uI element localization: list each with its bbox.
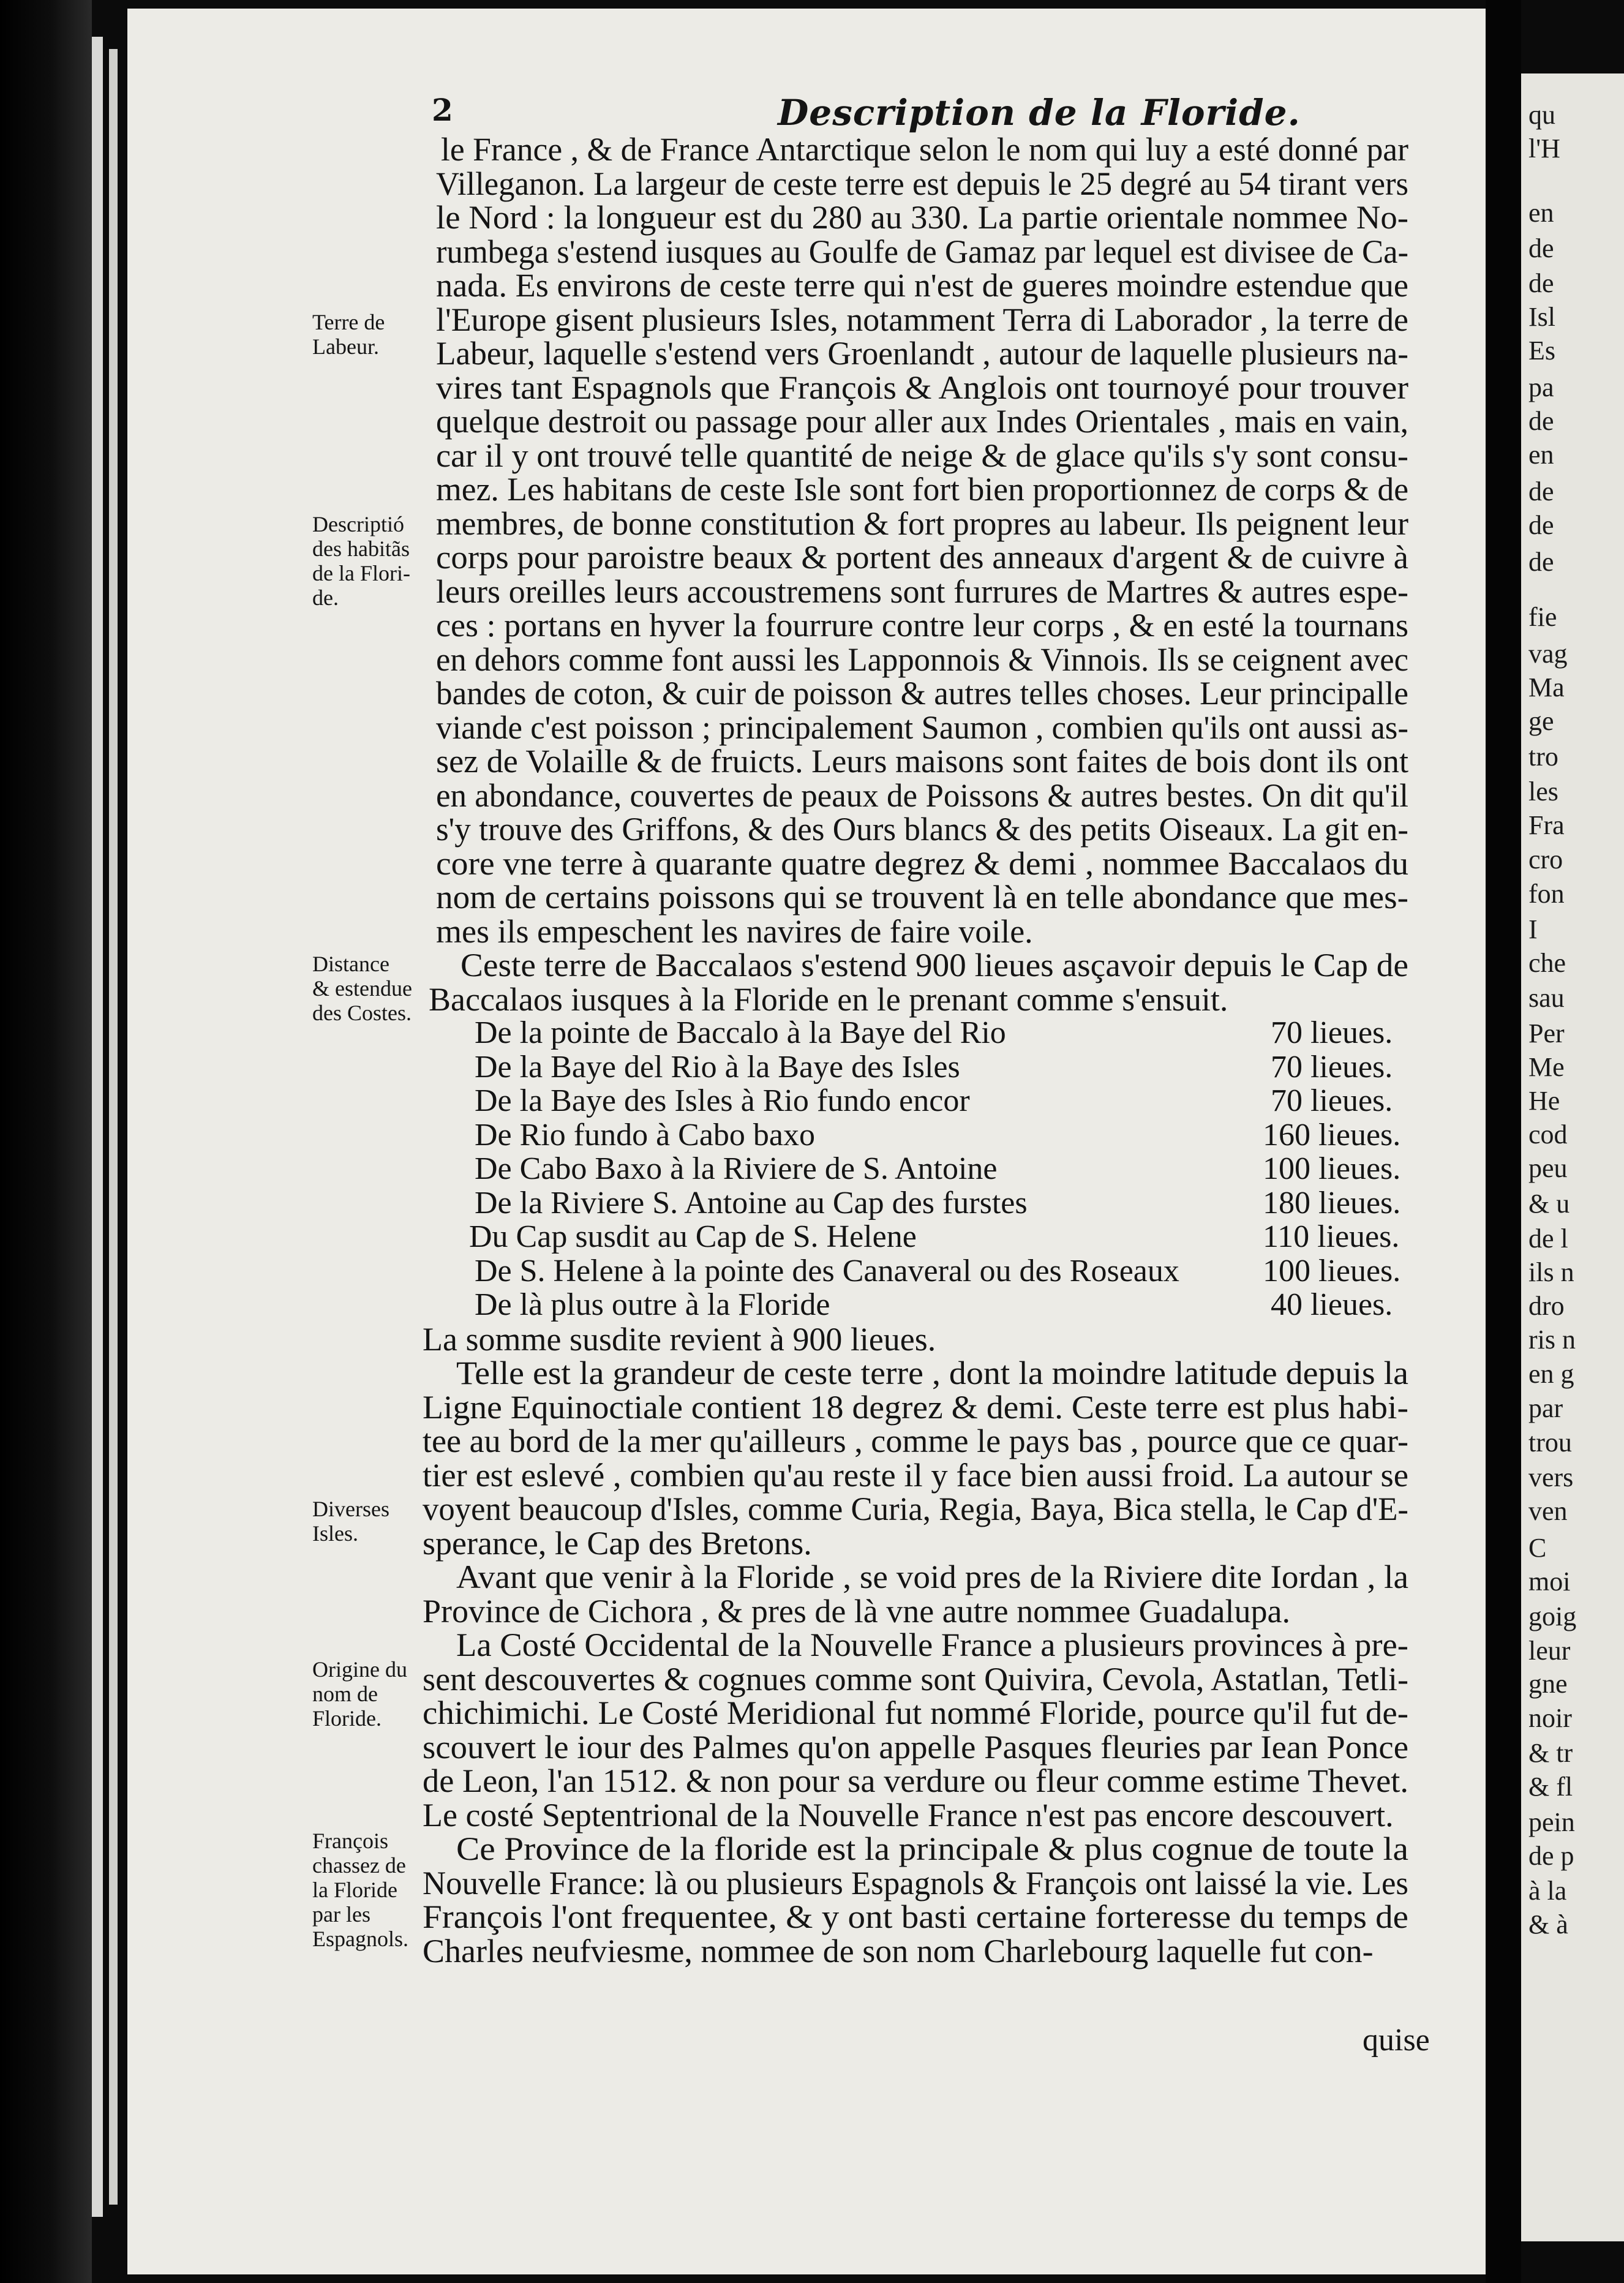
text-line: voyent beaucoup d'Isles, comme Curia, Regia, Baya, Bica stella, le Cap d'E- <box>423 1491 1408 1527</box>
facing-page-fragment: & fl <box>1528 1772 1573 1802</box>
text-line: le Nord : la longueur est du 280 au 330. La partie orientale nommee No- <box>436 199 1408 236</box>
text-line: corps pour paroistre beaux & portent des anneaux d'argent & de cuivre à <box>436 539 1408 576</box>
margin-note-line: chassez de <box>312 1853 406 1878</box>
text-line: Ligne Equinoctiale contient 18 degrez & demi. Ceste terre est plus habi- <box>423 1388 1408 1426</box>
facing-page-fragment: Es <box>1528 336 1555 366</box>
facing-page-fragment: He <box>1528 1086 1560 1116</box>
facing-page-fragment: sau <box>1528 983 1565 1013</box>
running-head: Description de la Floride. <box>778 92 1301 134</box>
distance-value: 40 lieues. <box>1271 1287 1393 1322</box>
facing-page-fragment: en <box>1528 198 1554 228</box>
facing-page-fragment: vag <box>1528 639 1568 669</box>
facing-page-fragment: I <box>1528 914 1538 944</box>
facing-page-fragment: de <box>1528 268 1554 298</box>
text-line: François l'ont frequentee, & y ont basti certaine forteresse du temps de <box>423 1898 1408 1935</box>
margin-note-line: Terre de <box>312 310 385 334</box>
facing-page-fragment: en g <box>1528 1359 1574 1389</box>
text-line: Province de Cichora , & pres de là vne autre nommee Guadalupa. <box>423 1592 1290 1630</box>
facing-page-fragment: goig <box>1528 1601 1577 1631</box>
distance-route: De Rio fundo à Cabo baxo <box>475 1117 816 1153</box>
margin-note-line: François <box>312 1829 388 1853</box>
text-line: Nouvelle France: là ou plusieurs Espagnols & François ont laissé la vie. Les <box>423 1864 1408 1901</box>
text-line: sez de Volaille & de fruicts. Leurs maisons sont faites de bois dont ils ont <box>436 743 1408 780</box>
text-line: Labeur, laquelle s'estend vers Groenlandt , autour de laquelle plusieurs na- <box>436 335 1408 372</box>
facing-page-fragment: de <box>1528 233 1554 263</box>
facing-page-fragment: & à <box>1528 1909 1568 1939</box>
text-line: quelque destroit ou passage pour aller aux Indes Orientales , mais en vain, <box>436 403 1408 440</box>
margin-note-line: Origine du <box>312 1657 407 1682</box>
facing-page-fragment: pa <box>1528 372 1554 402</box>
margin-note-line: Espagnols. <box>312 1927 408 1951</box>
facing-page-fragment: fon <box>1528 879 1565 909</box>
facing-page-fragment: C <box>1528 1533 1547 1563</box>
margin-note-line: de. <box>312 585 339 610</box>
margin-note-description-habitans <box>312 512 410 610</box>
margin-note-line: Isles. <box>312 1521 358 1546</box>
text-line: nada. Es environs de ceste terre qui n'est de gueres moindre estendue que <box>436 267 1408 304</box>
catchword: quise <box>1363 2023 1430 2058</box>
margin-note-line: par les <box>312 1902 370 1927</box>
distance-route: De la pointe de Baccalo à la Baye del Rio <box>475 1015 1006 1050</box>
facing-page-fragment: ven <box>1528 1496 1568 1526</box>
facing-page-fragment: pein <box>1528 1807 1575 1837</box>
margin-note-line: Floride. <box>312 1706 382 1731</box>
margin-note-terre-de-labeur <box>312 310 385 359</box>
text-line: en abondance, couvertes de peaux de Poissons & autres bestes. On dit qu'il <box>436 777 1408 814</box>
margin-note-line: & estendue <box>312 976 412 1001</box>
text-line: La somme susdite revient à 900 lieues. <box>423 1320 936 1358</box>
facing-page-fragment: qu <box>1528 100 1555 130</box>
text-line: tier est eslevé , combien qu'au reste il y face bien aussi froid. La autour se <box>423 1456 1408 1494</box>
text-line: Baccalaos iusques à la Floride en le prenant comme s'ensuit. <box>429 980 1228 1018</box>
distance-route: De Cabo Baxo à la Riviere de S. Antoine <box>475 1151 998 1186</box>
text-line: vires tant Espagnols que François & Anglois ont tournoyé pour trouver <box>436 369 1408 406</box>
text-line: La Costé Occidental de la Nouvelle France a plusieurs provinces à pre- <box>456 1627 1408 1663</box>
distance-route: De la Baye des Isles à Rio fundo encor <box>475 1083 970 1118</box>
margin-note-line: Labeur. <box>312 334 379 359</box>
facing-page-fragment: noir <box>1528 1703 1572 1733</box>
distance-value: 180 lieues. <box>1263 1185 1401 1220</box>
facing-page-fragment: gne <box>1528 1669 1568 1699</box>
distance-value: 70 lieues. <box>1271 1015 1393 1050</box>
text-line: core vne terre à quarante quatre degrez & demi , nommee Baccalaos du <box>436 844 1408 882</box>
text-line: Avant que venir à la Floride , se void pres de la Riviere dite Iordan , la <box>456 1559 1408 1595</box>
facing-page-fragment: de <box>1528 547 1554 577</box>
text-line: s'y trouve des Griffons, & des Ours blancs & des petits Oiseaux. La git en- <box>436 811 1408 848</box>
distance-value: 100 lieues. <box>1263 1151 1401 1186</box>
facing-page-fragment: moi <box>1528 1567 1571 1597</box>
margin-note-line: nom de <box>312 1682 378 1706</box>
facing-page-fragment: par <box>1528 1393 1563 1423</box>
text-line: rumbega s'estend iusques au Goulfe de Gamaz par lequel est divisee de Ca- <box>436 233 1408 270</box>
facing-page-fragment: cro <box>1528 844 1563 874</box>
distance-value: 70 lieues. <box>1271 1083 1393 1118</box>
facing-page-fragment: cod <box>1528 1119 1568 1149</box>
text-line: membres, de bonne constitution & fort propres au labeur. Ils peignent leur <box>436 505 1408 542</box>
page-edge <box>92 37 103 2217</box>
text-line: Telle est la grandeur de ceste terre , dont la moindre latitude depuis la <box>456 1355 1408 1391</box>
facing-page-fragment: trou <box>1528 1427 1572 1457</box>
margin-note-origine-nom <box>312 1657 407 1731</box>
facing-page <box>1521 73 1624 2241</box>
margin-note-line: Diverses <box>312 1497 389 1521</box>
margin-note-line: la Floride <box>312 1878 397 1902</box>
text-line: mes ils empeschent les navires de faire voile. <box>436 912 1033 950</box>
text-line: sperance, le Cap des Bretons. <box>423 1524 812 1562</box>
text-line: nom de certains poissons qui se trouvent là en telle abondance que mes- <box>436 879 1408 916</box>
text-line: Villeganon. La largeur de ceste terre est depuis le 25 degré au 54 tirant vers <box>436 165 1408 202</box>
facing-page-fragment: Per <box>1528 1018 1565 1048</box>
text-line: sent descouvertes & cognues comme sont Quivira, Cevola, Astatlan, Tetli- <box>423 1660 1408 1698</box>
facing-page-fragment: Isl <box>1528 302 1555 332</box>
text-line: Ceste terre de Baccalaos s'estend 900 lieues asçavoir depuis le Cap de <box>461 947 1408 984</box>
page-gutter <box>1486 0 1521 2283</box>
facing-page-fragment: de l <box>1528 1224 1568 1254</box>
facing-page-fragment: ge <box>1528 706 1554 736</box>
facing-page-fragment: dro <box>1528 1291 1565 1321</box>
text-line: l'Europe gisent plusieurs Isles, notamment Terra di Laborador , la terre de <box>436 301 1408 338</box>
facing-page-fragment: fie <box>1528 602 1557 632</box>
text-line: scouvert le iour des Palmes qu'on appelle Pasques fleuries par Iean Ponce <box>423 1728 1408 1766</box>
facing-page-fragment: à la <box>1528 1876 1567 1906</box>
facing-page-fragment: Fra <box>1528 810 1565 840</box>
facing-page-fragment: Me <box>1528 1052 1565 1082</box>
text-line: chichimichi. Le Costé Meridional fut nommé Floride, pource qu'il fut de- <box>423 1694 1408 1731</box>
margin-note-distance-costes <box>312 952 412 1025</box>
facing-page-fragment: Ma <box>1528 672 1565 702</box>
text-line: le France , & de France Antarctique selon le nom qui luy a esté donné par <box>441 131 1408 168</box>
facing-page-fragment: peu <box>1528 1153 1568 1183</box>
text-line: Ce Province de la floride est la principale & plus cognue de toute la <box>456 1830 1408 1867</box>
facing-page-fragment: leur <box>1528 1636 1571 1666</box>
facing-page-fragment: tro <box>1528 742 1558 772</box>
text-line: mez. Les habitans de ceste Isle sont fort bien proportionnez de corps & de <box>436 471 1408 508</box>
text-line: ces : portans en hyver la fourrure contre leur corps , & en esté la tournans <box>436 607 1408 644</box>
text-line: leurs oreilles leurs accoustremens sont furrures de Martres & autres espe- <box>436 573 1408 610</box>
margin-note-line: Descriptió <box>312 512 404 536</box>
margin-note-line: des habitãs <box>312 536 410 561</box>
distance-route: De S. Helene à la pointe des Canaveral ou des Roseaux <box>475 1253 1179 1288</box>
distance-value: 70 lieues. <box>1271 1049 1393 1085</box>
page-number: 2 <box>432 92 453 128</box>
facing-page-fragment: che <box>1528 948 1566 978</box>
facing-page-fragment: de <box>1528 406 1554 436</box>
facing-page-fragment: de <box>1528 476 1554 506</box>
distance-route: De la Riviere S. Antoine au Cap des furstes <box>475 1185 1028 1220</box>
text-line: viande c'est poisson ; principalement Saumon , combien qu'ils ont aussi as- <box>436 709 1408 746</box>
facing-page-fragment: vers <box>1528 1462 1574 1492</box>
text-line: de Leon, l'an 1512. & non pour sa verdure ou fleur comme estime Thevet. <box>423 1762 1408 1799</box>
text-line: bandes de coton, & cuir de poisson & autres telles choses. Leur principalle <box>436 675 1408 712</box>
facing-page-fragment: de <box>1528 510 1554 540</box>
facing-page-fragment: de p <box>1528 1841 1574 1871</box>
distance-value: 100 lieues. <box>1263 1253 1401 1288</box>
text-line: car il y ont trouvé telle quantité de neige & de glace qu'ils s'y sont consu- <box>436 437 1408 474</box>
facing-page-fragment: & u <box>1528 1189 1570 1219</box>
facing-page-fragment: ils n <box>1528 1257 1574 1287</box>
facing-page-fragment: en <box>1528 440 1554 470</box>
text-line: Le costé Septentrional de la Nouvelle France n'est pas encore descouvert. <box>423 1796 1394 1834</box>
margin-note-diverses-isles <box>312 1497 389 1546</box>
margin-note-line: des Costes. <box>312 1001 412 1025</box>
facing-page-fragment: les <box>1528 777 1558 807</box>
distance-route: De là plus outre à la Floride <box>475 1287 830 1322</box>
distance-value: 110 lieues. <box>1263 1219 1400 1254</box>
margin-note-line: Distance <box>312 952 389 976</box>
margin-note-francois-chassez <box>312 1829 408 1951</box>
margin-note-line: de la Flori- <box>312 561 410 585</box>
distance-value: 160 lieues. <box>1263 1117 1401 1153</box>
text-line: Charles neufviesme, nommee de son nom Charlebourg laquelle fut con- <box>423 1932 1374 1969</box>
distance-route: Du Cap susdit au Cap de S. Helene <box>469 1219 917 1254</box>
book-binding <box>0 0 92 2283</box>
page-edge <box>109 49 118 2205</box>
facing-page-fragment: & tr <box>1528 1738 1573 1768</box>
text-line: tee au bord de la mer qu'ailleurs , comme le pays bas , pource que ce quar- <box>423 1423 1408 1459</box>
distance-route: De la Baye del Rio à la Baye des Isles <box>475 1049 960 1085</box>
text-line: en dehors comme font aussi les Lapponnois & Vinnois. Ils se ceignent avec <box>436 641 1408 678</box>
facing-page-fragment: l'H <box>1528 134 1560 164</box>
facing-page-fragment: ris n <box>1528 1325 1576 1355</box>
